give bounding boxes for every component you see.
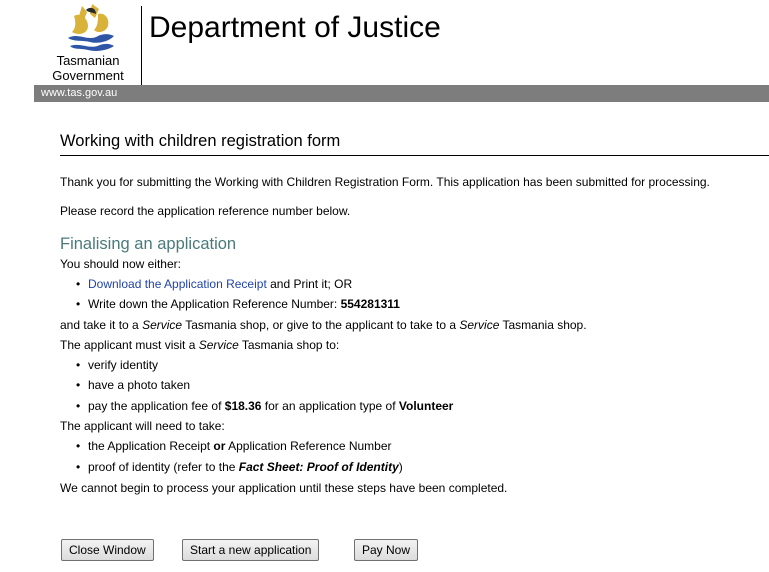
need-to-take-text: The applicant will need to take: [60,419,225,433]
page-title: Working with children registration form [60,132,341,150]
record-message: Please record the application reference number below. [60,204,351,218]
section-heading: Finalising an application [60,235,237,253]
identity-text-2: ) [398,460,403,474]
fee-text-2: for an application type of [261,399,399,413]
department-title: Department of Justice [149,11,441,44]
or-word: or [213,439,226,453]
service-word: Service [198,338,239,352]
take-it-text [60,318,587,333]
reference-number: 554281311 [340,297,400,311]
list-item-receipt [88,439,392,454]
option-download-text: and Print it; OR [266,277,353,291]
take-it-part3: Tasmania shop. [499,318,587,332]
list-item: • have a photo taken [88,378,190,393]
close-window-button[interactable]: Close Window [61,539,154,561]
download-receipt-link[interactable]: Download the Application Receipt [88,277,267,291]
option-reference-text: Write down the Application Reference Number: [88,297,341,311]
tasmanian-government-logo[interactable] [34,0,142,84]
must-visit-part1: The applicant must visit a [60,338,199,352]
cannot-begin-text: We cannot begin to process your application until these steps have been completed. [60,481,508,495]
option-reference [88,297,400,312]
pay-now-button[interactable]: Pay Now [354,539,418,561]
page-header [0,0,769,104]
tasmanian-emblem-icon [62,2,118,54]
tas-gov-link[interactable]: www.tas.gov.au [41,87,118,99]
take-it-part1: and take it to a [60,318,143,332]
service-word: Service [142,318,183,332]
logo-text-tasmanian: Tasmanian [56,53,120,68]
receipt-text-2: Application Reference Number [225,439,392,453]
service-word: Service [459,318,500,332]
list-item: • verify identity [88,358,158,373]
list-item-fee [88,399,453,414]
option-download [88,277,352,292]
either-text: You should now either: [60,257,181,271]
application-type: Volunteer [398,399,454,413]
title-rule [60,155,769,156]
submitted-message: Thank you for submitting the Working with Children Registration Form. This application has been submitted for processing. [60,175,710,189]
list-item-identity [88,460,403,475]
fee-text: pay the application fee of [88,399,225,413]
header-bar [34,85,769,102]
start-new-application-button[interactable]: Start a new application [182,539,319,561]
take-it-part2: Tasmania shop, or give to the applicant to take to a [182,318,460,332]
must-visit-part2: Tasmania shop to: [238,338,340,352]
fact-sheet-title: Fact Sheet: Proof of Identity [238,460,399,474]
logo-text-government: Government [52,68,124,83]
identity-text: proof of identity (refer to the [88,460,239,474]
must-visit-text [60,338,339,353]
receipt-text: the Application Receipt [88,439,214,453]
fee-amount: $18.36 [224,399,262,413]
